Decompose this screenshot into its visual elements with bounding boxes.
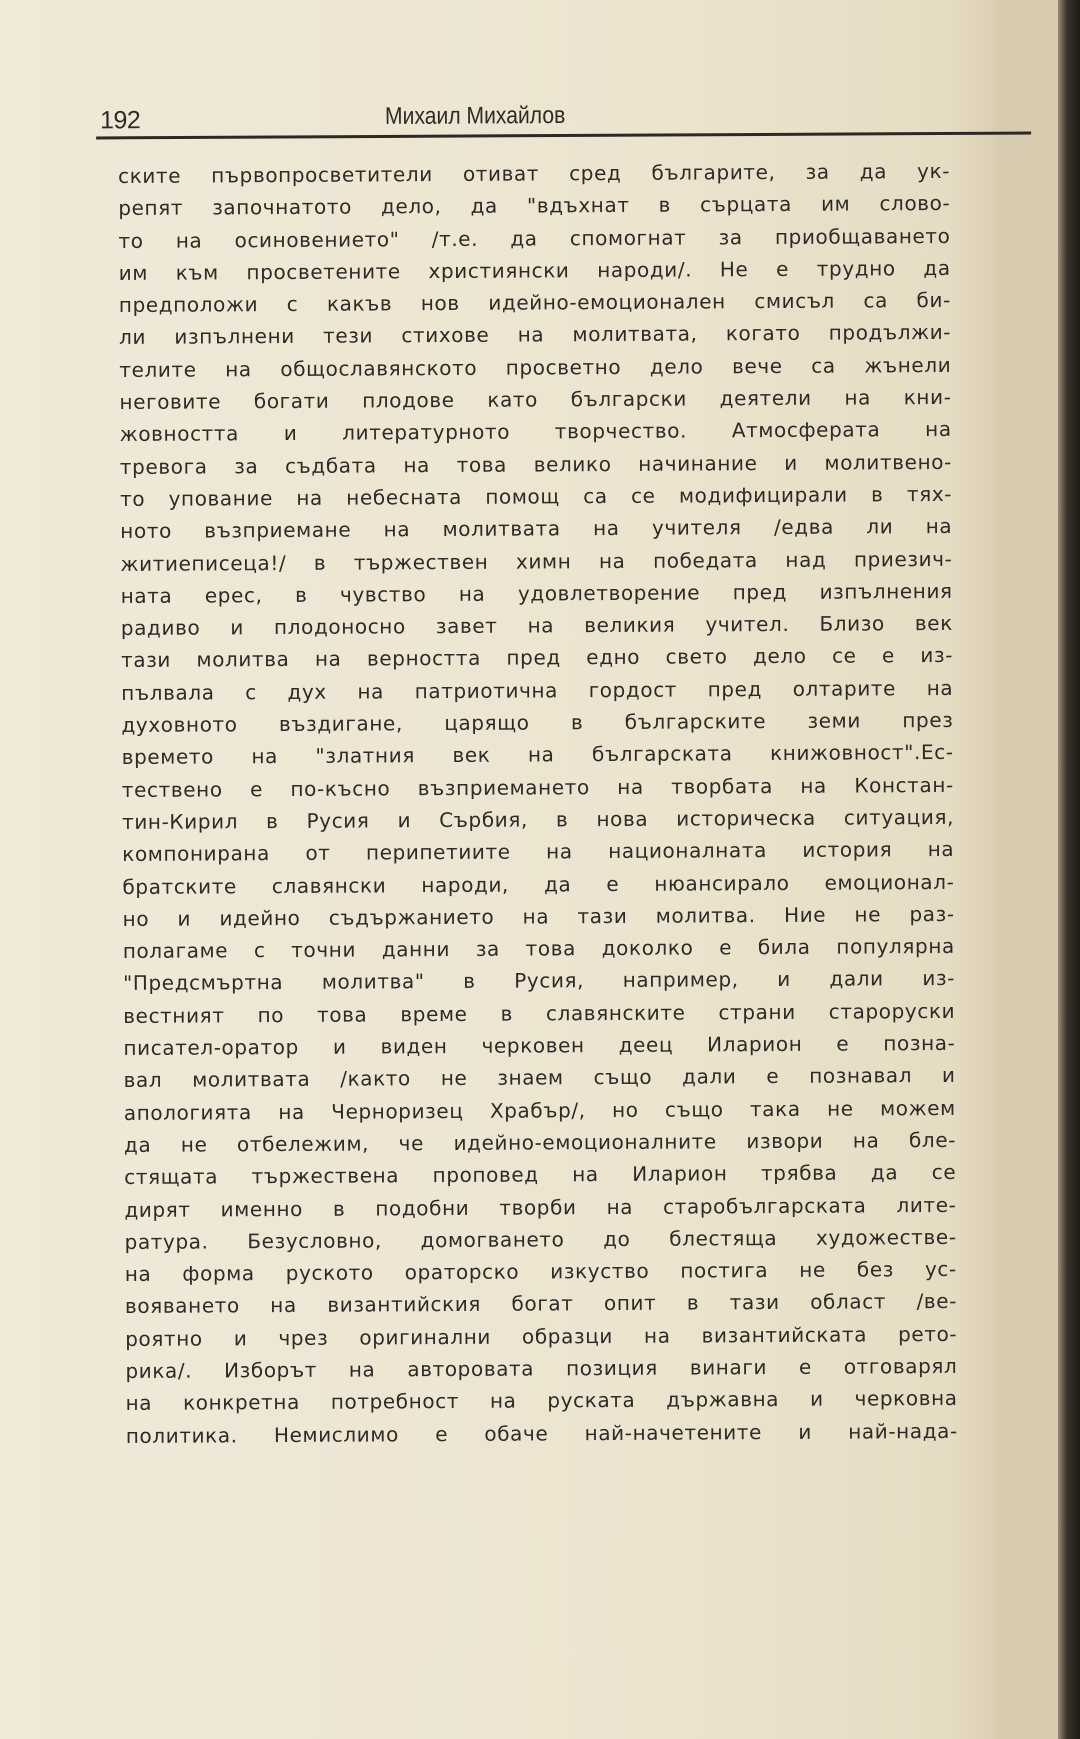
text-line: телите на общославянското просветно дело вече са жънели — [119, 352, 952, 382]
text-line: то на осиновението" /т.е. да спомогнат за приобщаването — [118, 223, 951, 253]
body-text — [118, 155, 958, 1452]
running-head-author: Михаил Михайлов — [384, 101, 566, 130]
text-line: писател-оратор и виден черковен деец Иларион е позна- — [123, 1030, 956, 1060]
text-line: ли изпълнени тези стихове на молитвата, когато продължи- — [119, 320, 952, 350]
text-line: духовното въздигане, царящо в българските земи през — [121, 707, 954, 738]
text-line: политика. Немислимо е обаче най-начетените и най-нада- — [125, 1418, 958, 1448]
text-line: тази молитва на верността пред едно свето дело се е из- — [120, 643, 954, 673]
text-line: тревога за съдбата на това велико начинание и молитвено- — [119, 449, 952, 479]
text-line: им към просветените християнски народи/. Не е трудно да — [118, 255, 951, 285]
text-line: "Предсмъртна молитва" в Русия, например, и дали из- — [122, 966, 956, 996]
text-line: житиеписеца!/ в тържествен химн на победата над приезич- — [120, 546, 953, 576]
text-line: то упование на небесната помощ са се модифицирали в тях- — [119, 481, 953, 511]
text-line: стящата тържествена проповед на Иларион трябва да се — [124, 1160, 957, 1190]
text-line: вал молитвата /както не знаем също дали е познавал и — [123, 1063, 956, 1093]
page-number: 192 — [99, 106, 141, 135]
running-header — [90, 90, 1035, 135]
text-line: апологията на Черноризец Храбър/, но също така не можем — [123, 1095, 956, 1125]
header-rule — [96, 132, 1031, 140]
text-line: вестният по това време в славянските страни староруски — [123, 998, 956, 1028]
text-line: радиво и плодоносно завет на великия учител. Близо век — [120, 611, 953, 641]
text-line: братските славянски народи, да е нюансирало емоционал- — [122, 869, 955, 899]
text-line: на конкретна потребност на руската държавна и черковна — [125, 1386, 958, 1416]
text-line: рика/. Изборът на авторовата позиция винаги е отговарял — [125, 1353, 958, 1383]
text-line: полагаме с точни данни за това доколко е била популярна — [122, 934, 955, 964]
text-line: пълвала с дух на патриотична гордост пред олтарите на — [121, 675, 954, 705]
text-line: компонирана от перипетиите на националната история на — [122, 837, 955, 867]
text-line: но и идейно съдържанието на тази молитва. Ние не раз- — [122, 901, 955, 931]
text-line: предположи с какъв нов идейно-емоционален смисъл са би- — [118, 288, 951, 318]
text-line: времето на "златния век на българската книжовност".Ес- — [121, 740, 954, 770]
text-line: репят започнатото дело, да "вдъхнат в сърцата им слово- — [118, 191, 951, 221]
text-line: вояването на византийския богат опит в тази област /ве- — [124, 1289, 958, 1319]
text-line: ното възприемане на молитвата на учителя /едва ли на — [120, 514, 953, 544]
text-line: да не отбележим, че идейно-емоционалните извори на бле- — [123, 1127, 957, 1157]
text-line: дирят именно в подобни творби на старобългарската лите- — [124, 1192, 957, 1222]
text-line: жовността и литературното творчество. Атмосферата на — [119, 417, 952, 447]
page-binding-edge — [1058, 0, 1080, 1739]
text-line: тин-Кирил в Русия и Сърбия, в нова историческа ситуация, — [121, 804, 955, 834]
text-line: неговите богати плодове като български деятели на кни- — [119, 384, 952, 415]
text-line: ната ерес, в чувство на удовлетворение пред изпълнения — [120, 578, 953, 608]
text-line: на форма руското ораторско изкуство постига не без ус- — [124, 1256, 957, 1287]
text-line: роятно и чрез оригинални образци на византийската рето- — [125, 1321, 958, 1351]
text-line: ските първопросветители отиват сред българите, за да ук- — [118, 158, 951, 188]
text-line: тествено е по-късно възприемането на творбата на Констан- — [121, 772, 954, 802]
text-line: ратура. Безусловно, домогването до блестяща художестве- — [124, 1224, 957, 1254]
